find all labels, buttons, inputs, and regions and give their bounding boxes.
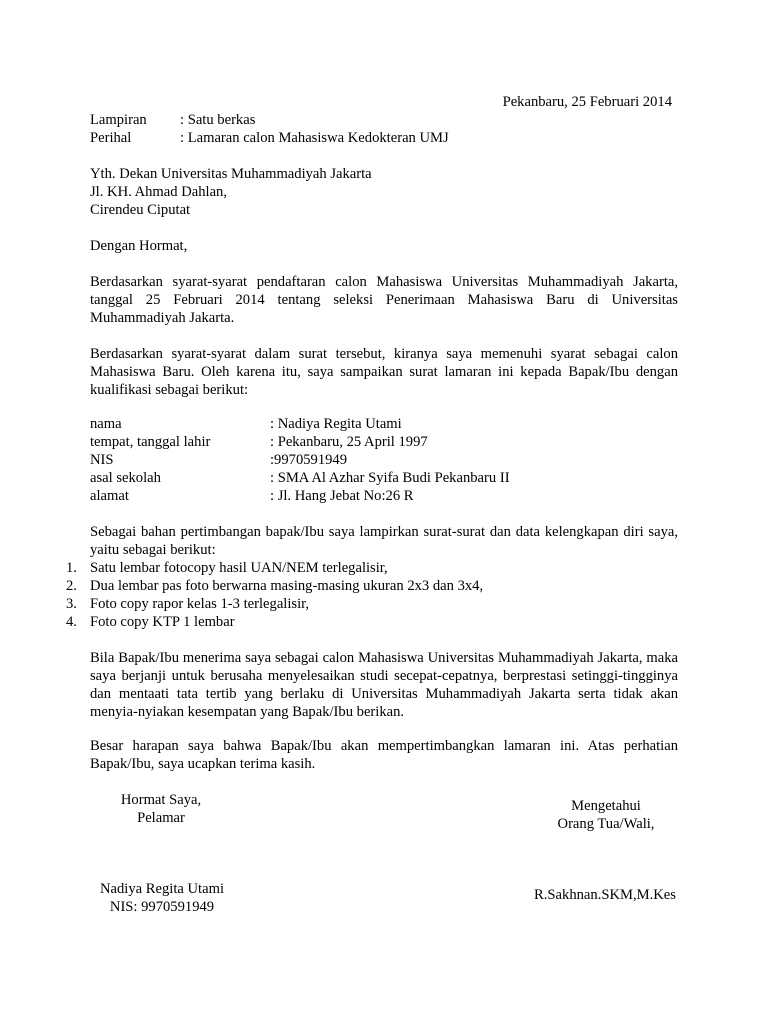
field-value: : Pekanbaru, 25 April 1997 bbox=[270, 434, 428, 450]
list-text: Satu lembar fotocopy hasil UAN/NEM terlegalisir, bbox=[90, 560, 388, 576]
signature-line: Hormat Saya, bbox=[120, 792, 202, 808]
meta-value: : Satu berkas bbox=[180, 112, 256, 128]
meta-key: Perihal bbox=[90, 130, 132, 146]
paragraph-qualification: Berdasarkan syarat-syarat dalam surat tersebut, kiranya saya memenuhi syarat sebagai calon Mahasiswa Baru. Oleh karena itu, saya sampaikan surat lamaran ini kepada Bapak/Ibu dengan kualifikasi sebagai berikut: bbox=[90, 346, 678, 398]
list-number: 1. bbox=[66, 560, 77, 576]
field-value: : Nadiya Regita Utami bbox=[270, 416, 402, 432]
paragraph-commitment: Bila Bapak/Ibu menerima saya sebagai calon Mahasiswa Universitas Muhammadiyah Jakarta, maka saya berjanji untuk berusaha menyelesaikan studi secepat-cepatnya, berprestasi setinggi-tingginya dan mentaati tata tertib yang berlaku di Universitas Muhammadiyah Jakarta serta tidak akan menyia-nyiakan kesempatan yang Bapak/Ibu berikan. bbox=[90, 650, 678, 720]
field-row bbox=[90, 451, 510, 469]
signature-line: Pelamar bbox=[137, 810, 185, 826]
list-text: Dua lembar pas foto berwarna masing-masing ukuran 2x3 dan 3x4, bbox=[90, 578, 484, 594]
field-value: : SMA Al Azhar Syifa Budi Pekanbaru II bbox=[270, 470, 510, 486]
list-number: 2. bbox=[66, 578, 77, 594]
letter-date: Pekanbaru, 25 Februari 2014 bbox=[502, 94, 672, 110]
letter-meta bbox=[90, 111, 449, 147]
field-key: tempat, tanggal lahir bbox=[90, 434, 211, 450]
field-key: asal sekolah bbox=[90, 470, 161, 486]
field-key: NIS bbox=[90, 452, 114, 468]
list-number: 4. bbox=[66, 614, 77, 630]
field-key: alamat bbox=[90, 488, 129, 504]
recipient-line: Yth. Dekan Universitas Muhammadiyah Jakarta bbox=[90, 166, 372, 182]
list-text: Foto copy KTP 1 lembar bbox=[90, 614, 235, 630]
recipient-line: Cirendeu Ciputat bbox=[90, 202, 191, 218]
recipient-address bbox=[90, 165, 372, 219]
paragraph-attachments-intro: Sebagai bahan pertimbangan bapak/Ibu saya lampirkan surat-surat dan data kelengkapan diri saya, yaitu sebagai berikut: bbox=[90, 524, 678, 558]
field-row bbox=[90, 487, 510, 505]
meta-attachment-row bbox=[90, 111, 449, 129]
list-text: Foto copy rapor kelas 1-3 terlegalisir, bbox=[90, 596, 310, 612]
list-number: 3. bbox=[66, 596, 77, 612]
field-row bbox=[90, 415, 510, 433]
list-item bbox=[66, 595, 483, 613]
signature-line: Orang Tua/Wali, bbox=[557, 816, 655, 832]
list-item bbox=[66, 559, 483, 577]
paragraph-intro: Berdasarkan syarat-syarat pendaftaran calon Mahasiswa Universitas Muhammadiyah Jakarta, tanggal 25 Februari 2014 tentang seleksi Penerimaan Mahasiswa Baru di Universitas Muhammadiyah Jakarta. bbox=[90, 274, 678, 326]
signer-name: R.Sakhnan.SKM,M.Kes bbox=[534, 887, 676, 903]
signature-guardian-name bbox=[530, 886, 680, 904]
signer-name: Nadiya Regita Utami bbox=[99, 881, 224, 897]
signer-id: NIS: 9970591949 bbox=[109, 899, 215, 915]
meta-key: Lampiran bbox=[90, 112, 147, 128]
list-item bbox=[66, 577, 483, 595]
signature-applicant-name bbox=[92, 880, 232, 916]
paragraph-closing: Besar harapan saya bahwa Bapak/Ibu akan mempertimbangkan lamaran ini. Atas perhatian Bapak/Ibu, saya ucapkan terima kasih. bbox=[90, 738, 678, 772]
attachment-list bbox=[66, 559, 483, 631]
meta-subject-row bbox=[90, 129, 449, 147]
field-value: :9970591949 bbox=[270, 452, 348, 468]
field-value: : Jl. Hang Jebat No:26 R bbox=[270, 488, 414, 504]
list-item bbox=[66, 613, 483, 631]
signature-line: Mengetahui bbox=[571, 798, 641, 814]
meta-value: : Lamaran calon Mahasiswa Kedokteran UMJ bbox=[180, 130, 449, 146]
field-key: nama bbox=[90, 416, 122, 432]
field-row bbox=[90, 469, 510, 487]
signature-applicant-heading bbox=[96, 791, 226, 827]
recipient-line: Jl. KH. Ahmad Dahlan, bbox=[90, 184, 228, 200]
greeting: Dengan Hormat, bbox=[90, 238, 188, 254]
signature-guardian-heading bbox=[536, 797, 676, 833]
field-row bbox=[90, 433, 510, 451]
applicant-fields bbox=[90, 415, 510, 505]
